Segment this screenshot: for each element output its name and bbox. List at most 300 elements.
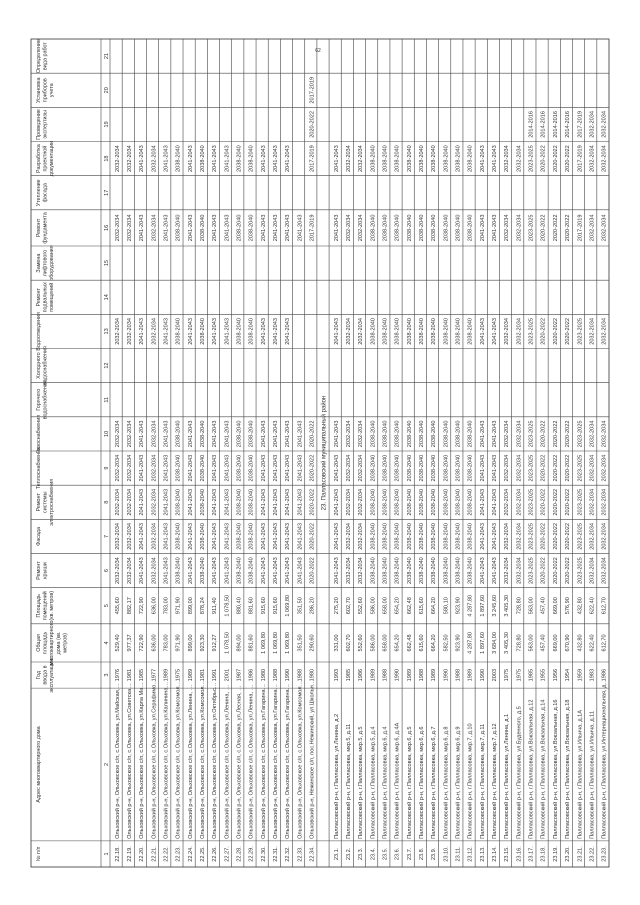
table-cell: 1986 bbox=[248, 668, 255, 682]
column-number: 17 bbox=[104, 189, 110, 196]
table-cell: 22.29. bbox=[248, 846, 255, 862]
table-cell: 22.26. bbox=[212, 846, 219, 862]
table-cell: 1 078,50 bbox=[224, 632, 231, 654]
table-cell: 2041-2043 bbox=[479, 214, 486, 242]
column-header-text: водоснабжения bbox=[42, 346, 49, 386]
table-cell: 894,00 bbox=[236, 634, 243, 652]
table-cell: 23.11. bbox=[455, 846, 462, 862]
table-cell: 2032-2034 bbox=[589, 145, 596, 172]
table-cell: 2017-2019 bbox=[577, 214, 584, 242]
table-cell: 2032-2034 bbox=[516, 488, 523, 516]
table-cell: 455,60 bbox=[114, 597, 121, 615]
table-cell: 2041-2043 bbox=[163, 145, 170, 172]
table-cell: 2020-2022 bbox=[309, 557, 316, 584]
table-cell: 2032-2034 bbox=[589, 420, 596, 448]
table-cell: 2038-2040 bbox=[199, 557, 206, 584]
table-cell: 2038-2040 bbox=[406, 557, 413, 584]
address-cell: Палласовский р-н, г.Палласовка, ул.Вокзальная, д.18 bbox=[565, 699, 572, 839]
table-cell: 2038-2040 bbox=[370, 557, 377, 584]
table-cell: 2032-2034 bbox=[346, 454, 353, 482]
address-cell: Палласовский р-н, г.Палласовка, ул.Ильича, д.11 bbox=[589, 711, 596, 839]
table-cell: 22.30. bbox=[260, 846, 267, 862]
table-cell: 2041-2043 bbox=[224, 145, 231, 172]
table-cell: 2038-2040 bbox=[370, 420, 377, 448]
table-cell: 2038-2040 bbox=[394, 523, 401, 550]
table-cell: 1 897,60 bbox=[479, 594, 486, 617]
table-cell: 1955 bbox=[540, 668, 547, 682]
table-cell: 2032-2034 bbox=[516, 420, 523, 448]
table-cell: 612,70 bbox=[601, 634, 608, 652]
table-cell: 2032-2034 bbox=[114, 557, 121, 584]
table-cell: 899,00 bbox=[187, 634, 194, 652]
table-cell: 2032-2034 bbox=[504, 420, 511, 448]
table-cell: 529,40 bbox=[114, 634, 121, 652]
table-cell: 22.32. bbox=[285, 846, 292, 862]
column-header-text: помещений bbox=[49, 282, 56, 312]
table-cell: 22.27. bbox=[224, 846, 231, 862]
table-cell: 1 897,60 bbox=[479, 632, 486, 654]
table-cell: 2041-2043 bbox=[479, 318, 486, 345]
table-cell: 2038-2040 bbox=[370, 488, 377, 516]
column-number: 14 bbox=[104, 294, 110, 301]
column-header-text: крыши bbox=[42, 562, 49, 579]
table-cell: 2041-2043 bbox=[492, 488, 499, 516]
table-cell: 2023-2025 bbox=[528, 523, 535, 550]
table-cell: 2041-2043 bbox=[139, 420, 146, 448]
table-cell: 1989 bbox=[187, 668, 194, 682]
address-cell: Палласовский р-н, г.Палласовка, мкр.6, д.8 bbox=[443, 726, 450, 839]
table-cell: 2041-2043 bbox=[297, 488, 304, 516]
table-cell: 2041-2043 bbox=[285, 318, 292, 345]
table-cell: 275,20 bbox=[333, 597, 340, 615]
table-cell: 2041-2043 bbox=[163, 454, 170, 482]
table-cell: 2020-2022 bbox=[540, 145, 547, 172]
table-cell: 2023-2025 bbox=[577, 488, 584, 516]
table-cell: 2041-2043 bbox=[187, 318, 194, 345]
table-cell: 2038-2040 bbox=[382, 145, 389, 172]
table-cell: 2032-2034 bbox=[346, 145, 353, 172]
address-cell: Палласовский р-н, г.Палласовка, мкр.6, д.4 bbox=[382, 726, 389, 839]
table-cell: 3 684,00 bbox=[492, 632, 499, 654]
table-cell: 23.19. bbox=[552, 846, 559, 862]
table-cell: 923,30 bbox=[199, 634, 206, 652]
table-cell: 2020-2022 bbox=[540, 523, 547, 550]
table-cell: 23.5. bbox=[382, 847, 389, 861]
table-cell: 2041-2043 bbox=[224, 488, 231, 516]
table-cell: 2038-2040 bbox=[394, 454, 401, 482]
column-header-text: электроснабжения bbox=[49, 478, 56, 526]
column-header-text: дома (кв. bbox=[55, 631, 62, 655]
table-cell: 915,60 bbox=[272, 597, 279, 615]
address-cell: Палласовский р-н, г.Палласовка, мкр.6, д.9 bbox=[455, 726, 462, 839]
column-header-text: Холодного bbox=[36, 352, 42, 379]
table-cell: 2023-2025 bbox=[528, 214, 535, 242]
table-cell: 670,90 bbox=[565, 634, 572, 652]
table-cell: 2041-2043 bbox=[163, 523, 170, 550]
column-header-text: фундамента bbox=[42, 212, 49, 244]
table-cell: 22.20. bbox=[139, 846, 146, 862]
table-cell: 580,10 bbox=[443, 597, 450, 615]
table-cell: 2038-2040 bbox=[248, 318, 255, 345]
table-cell: 2041-2043 bbox=[212, 488, 219, 516]
column-number: 12 bbox=[104, 362, 110, 369]
table-cell: 2032-2034 bbox=[151, 318, 158, 345]
table-cell: 1990 bbox=[285, 668, 292, 682]
column-header-text: фасада bbox=[42, 183, 49, 203]
address-cell: Палласовский р-н, г.Палласовка, ул.Вокзальная, д.16 bbox=[552, 699, 559, 839]
table-cell: 880,40 bbox=[236, 597, 243, 615]
table-cell: 622,40 bbox=[589, 634, 596, 652]
table-cell: 2038-2040 bbox=[443, 214, 450, 242]
table-cell: 2038-2040 bbox=[419, 557, 426, 584]
table-cell: 2038-2040 bbox=[406, 318, 413, 345]
table-cell: 2041-2043 bbox=[212, 454, 219, 482]
table-cell: 2041-2043 bbox=[187, 420, 194, 448]
table-cell: 664,20 bbox=[431, 597, 438, 615]
table-cell: 2032-2034 bbox=[151, 420, 158, 448]
table-cell: 23.21. bbox=[577, 846, 584, 862]
table-cell: 2041-2043 bbox=[212, 214, 219, 242]
table-cell: 22.22. bbox=[163, 846, 170, 862]
column-header bbox=[36, 109, 49, 140]
table-cell: 2032-2034 bbox=[504, 454, 511, 482]
table-cell: 2038-2040 bbox=[248, 420, 255, 448]
table-cell: 1989 bbox=[163, 668, 170, 682]
column-header-text: системы bbox=[42, 491, 49, 513]
table-cell: 2020-2022 bbox=[309, 111, 316, 138]
column-header-text: Теплоснабжения bbox=[36, 446, 42, 490]
table-cell: 1986 bbox=[601, 668, 608, 682]
table-cell: 2020-2022 bbox=[565, 557, 572, 584]
table-cell: 882,17 bbox=[126, 597, 133, 615]
table-cell: 2038-2040 bbox=[382, 420, 389, 448]
table-cell: 2020-2022 bbox=[309, 454, 316, 482]
table-cell: 432,80 bbox=[577, 597, 584, 615]
table-cell: 2038-2040 bbox=[419, 145, 426, 172]
table-cell: 2032-2034 bbox=[601, 420, 608, 448]
table-cell: 432,80 bbox=[577, 634, 584, 652]
table-cell: 1986 bbox=[358, 668, 365, 682]
column-number: 5 bbox=[104, 604, 110, 608]
table-cell: 2032-2034 bbox=[601, 111, 608, 138]
table-cell: 2041-2043 bbox=[260, 318, 267, 345]
table-cell: 1 069,80 bbox=[285, 632, 292, 654]
table-cell: 2038-2040 bbox=[455, 145, 462, 172]
table-cell: 1985 bbox=[528, 668, 535, 682]
table-cell: 2038-2040 bbox=[382, 488, 389, 516]
table-cell: 2041-2043 bbox=[224, 454, 231, 482]
table-cell: 2041-2043 bbox=[212, 145, 219, 172]
table-cell: 2041-2043 bbox=[163, 420, 170, 448]
column-header-text: документации bbox=[49, 140, 56, 177]
table-cell: 2041-2043 bbox=[212, 420, 219, 448]
table-cell: 1989 bbox=[370, 668, 377, 682]
table-cell: 2032-2034 bbox=[346, 318, 353, 345]
table-cell: 2032-2034 bbox=[601, 454, 608, 482]
table-cell: 2038-2040 bbox=[394, 318, 401, 345]
table-cell: 1975 bbox=[516, 668, 523, 682]
table-cell: 2020-2022 bbox=[565, 145, 572, 172]
table-cell: 22.28. bbox=[236, 846, 243, 862]
table-cell: 2038-2040 bbox=[199, 454, 206, 482]
table-cell: 2041-2043 bbox=[285, 557, 292, 584]
table-cell: 971,90 bbox=[175, 597, 182, 615]
address-cell: Палласовский р-н, г.Палласовка, мкр.5, д.5 bbox=[358, 726, 365, 839]
table-cell: 2020-2022 bbox=[565, 488, 572, 516]
table-cell: 2041-2043 bbox=[163, 488, 170, 516]
table-cell: 2038-2040 bbox=[419, 318, 426, 345]
table-cell: 3 405,30 bbox=[504, 594, 511, 617]
column-number: 2 bbox=[104, 762, 110, 767]
table-cell: 2032-2034 bbox=[151, 454, 158, 482]
table-cell: 654,20 bbox=[394, 634, 401, 652]
table-cell: 2020-2022 bbox=[565, 454, 572, 482]
table-cell: 1983 bbox=[589, 668, 596, 682]
column-header-text: Ремонт bbox=[36, 561, 42, 580]
table-cell: 602,70 bbox=[346, 597, 353, 615]
table-cell: 2038-2040 bbox=[236, 454, 243, 482]
table-cell: 23.16. bbox=[516, 846, 523, 862]
table-cell: 2041-2043 bbox=[479, 454, 486, 482]
table-cell: 457,40 bbox=[540, 634, 547, 652]
table-cell: 1988 bbox=[297, 668, 304, 682]
table-cell: 2032-2034 bbox=[504, 488, 511, 516]
table-cell: 2041-2043 bbox=[272, 523, 279, 550]
address-cell: Палласовский р-н, г.Палласовка, мкр.6, д.6 bbox=[419, 726, 426, 839]
address-cell: Палласовский р-н, г.Палласовка, мкр.6, д.5 bbox=[406, 726, 413, 839]
table-cell: 2032-2034 bbox=[151, 488, 158, 516]
table-cell: 1980 bbox=[309, 668, 316, 682]
table-cell: 2020-2022 bbox=[565, 523, 572, 550]
table-cell: 2032-2034 bbox=[504, 214, 511, 242]
column-header-text: Разработка bbox=[36, 144, 42, 173]
column-header-text: Ремонт bbox=[36, 492, 42, 512]
table-cell: 2017-2019 bbox=[309, 145, 316, 172]
column-header-text: метров) bbox=[62, 633, 69, 653]
table-cell: 23.6. bbox=[394, 847, 401, 861]
table-cell: 2032-2034 bbox=[589, 557, 596, 584]
table-cell: 2032-2034 bbox=[114, 318, 121, 345]
address-cell: Ольховский р-н, Ольховское с/п, с.Ольховка, ул.Советска… bbox=[126, 683, 133, 839]
table-cell: 2032-2034 bbox=[126, 454, 133, 482]
table-cell: 1988 bbox=[272, 668, 279, 682]
table-cell: 2038-2040 bbox=[455, 454, 462, 482]
table-cell: 2032-2034 bbox=[589, 318, 596, 345]
table-cell: 662,48 bbox=[406, 634, 413, 652]
table-cell: 2038-2040 bbox=[199, 488, 206, 516]
table-cell: 1988 bbox=[455, 668, 462, 682]
table-cell: 2038-2040 bbox=[248, 214, 255, 242]
table-cell: 3 245,60 bbox=[492, 594, 499, 617]
table-cell: 923,90 bbox=[455, 597, 462, 615]
column-number: 1 bbox=[104, 852, 110, 856]
address-cell: Ольховский р-н, Ольховское с/п, с.Ольховка, ул.Октябрьс… bbox=[212, 682, 219, 839]
table-cell: 2038-2040 bbox=[406, 488, 413, 516]
table-cell: 2038-2040 bbox=[394, 214, 401, 242]
table-cell: 2014-2016 bbox=[540, 111, 547, 138]
column-header bbox=[36, 141, 55, 176]
table-cell: 1985 bbox=[139, 668, 146, 682]
address-cell: Ольховский р-н, Ольховское с/п, с.Ольховка, ул.Гагарина… bbox=[272, 683, 279, 839]
column-header bbox=[36, 726, 42, 802]
table-cell: 351,50 bbox=[297, 597, 304, 615]
column-header-text: Площадь bbox=[36, 594, 42, 618]
table-cell: 1989 bbox=[431, 668, 438, 682]
table-cell: 2041-2043 bbox=[139, 523, 146, 550]
table-cell: 2041-2043 bbox=[163, 318, 170, 345]
table-cell: 2020-2022 bbox=[552, 420, 559, 448]
table-cell: 23.20. bbox=[565, 846, 572, 862]
table-cell: 1977 bbox=[151, 668, 158, 682]
table-cell: 915,60 bbox=[260, 597, 267, 615]
table-cell: 2038-2040 bbox=[236, 557, 243, 584]
address-cell: Ольховский р-н, Ольховское с/п, с.Ольховка, ул.Лесная, … bbox=[236, 685, 243, 839]
column-header-text: Проведение bbox=[36, 109, 42, 140]
table-cell: 2038-2040 bbox=[382, 318, 389, 345]
column-number: 9 bbox=[104, 466, 110, 470]
table-cell: 881,60 bbox=[248, 634, 255, 652]
column-header-text: (кв. метров) bbox=[49, 590, 56, 621]
address-cell: Палласовский р-н, г.Палласовка, мкр.6, д.7 bbox=[431, 726, 438, 839]
table-cell: 2041-2043 bbox=[272, 454, 279, 482]
table-cell: 2038-2040 bbox=[431, 145, 438, 172]
column-header-text: помещений bbox=[42, 591, 49, 621]
table-cell: 2032-2034 bbox=[151, 145, 158, 172]
table-cell: 2038-2040 bbox=[175, 488, 182, 516]
column-header-text: Адрес многоквартирного дома bbox=[36, 726, 42, 803]
table-cell: 2020-2022 bbox=[309, 523, 316, 550]
table-cell: 2041-2043 bbox=[224, 318, 231, 345]
address-cell: Палласовский р-н, г.Палласовка, ул.Ленина, д.1 bbox=[504, 713, 511, 839]
table-cell: 2038-2040 bbox=[443, 145, 450, 172]
table-cell: 23.12. bbox=[467, 846, 474, 862]
table-cell: 2038-2040 bbox=[455, 214, 462, 242]
section-title: 23. Палласовский муниципальный район bbox=[321, 395, 328, 511]
table-cell: 1976 bbox=[114, 668, 121, 682]
table-cell: 2032-2034 bbox=[589, 214, 596, 242]
table-cell: 2038-2040 bbox=[175, 420, 182, 448]
column-header-text: Водоотведения bbox=[36, 312, 42, 351]
table-cell: 2032-2034 bbox=[346, 488, 353, 516]
table-cell: 2032-2034 bbox=[151, 523, 158, 550]
column-header bbox=[36, 39, 49, 73]
table-cell: 2041-2043 bbox=[260, 488, 267, 516]
table-cell: 1980 bbox=[260, 668, 267, 682]
table-cell: 2020-2022 bbox=[552, 454, 559, 482]
table-cell: 783,00 bbox=[163, 634, 170, 652]
table-cell: 612,70 bbox=[601, 597, 608, 615]
table-cell: 2038-2040 bbox=[382, 523, 389, 550]
table-cell: 2032-2034 bbox=[126, 420, 133, 448]
table-cell: 2038-2040 bbox=[419, 488, 426, 516]
table-cell: 1990 bbox=[479, 668, 486, 682]
table-cell: 2038-2040 bbox=[248, 145, 255, 172]
address-cell: Ольховский р-н, Ольховское с/п, с.Ольховка, ул.Серафимо… bbox=[151, 679, 158, 839]
address-cell: Ольховский р-н, Ольховское с/п, с.Ольховка, ул.Ленина, … bbox=[248, 684, 255, 839]
table-cell: 2038-2040 bbox=[248, 557, 255, 584]
table-cell: 2038-2040 bbox=[394, 557, 401, 584]
table-cell: 2020-2022 bbox=[552, 318, 559, 345]
table-cell: 2020-2022 bbox=[540, 318, 547, 345]
table-cell: 563,00 bbox=[528, 597, 535, 615]
table-cell: 2041-2043 bbox=[492, 420, 499, 448]
table-cell: 2032-2034 bbox=[346, 523, 353, 550]
table-cell: 2041-2043 bbox=[297, 557, 304, 584]
table-cell: 2032-2034 bbox=[358, 454, 365, 482]
table-cell: 2038-2040 bbox=[175, 145, 182, 172]
table-cell: 2038-2040 bbox=[419, 523, 426, 550]
table-cell: 1975 bbox=[175, 668, 182, 682]
table-cell: 2041-2043 bbox=[139, 145, 146, 172]
address-cell: Ольховский р-н, Ольховское с/п, с.Ольховка, ул.Гагарина… bbox=[285, 683, 292, 839]
table-cell: 22.23. bbox=[175, 846, 182, 862]
column-number: 16 bbox=[104, 224, 110, 231]
table-cell: 2032-2034 bbox=[516, 454, 523, 482]
address-cell: Ольховский р-н, Ольховское с/п, с.Ольховка, ул.Комсомол… bbox=[199, 680, 206, 839]
column-header-text: Фасада bbox=[36, 526, 42, 546]
table-cell: 2017-2019 bbox=[309, 214, 316, 242]
table-cell: 899,00 bbox=[187, 597, 194, 615]
table-cell: 2041-2043 bbox=[492, 214, 499, 242]
table-cell: 2032-2034 bbox=[601, 557, 608, 584]
table-cell: 2032-2034 bbox=[151, 557, 158, 584]
table-cell: 2041-2043 bbox=[479, 420, 486, 448]
table-cell: 2038-2040 bbox=[248, 488, 255, 516]
column-header-text: Горячего bbox=[36, 388, 42, 411]
table-cell: 2041-2043 bbox=[272, 488, 279, 516]
table-cell: 2032-2034 bbox=[358, 557, 365, 584]
table-cell: 2038-2040 bbox=[443, 488, 450, 516]
table-cell: 2041-2043 bbox=[492, 454, 499, 482]
column-header-text: Ремонт bbox=[36, 218, 42, 238]
table-cell: 2023-2025 bbox=[528, 454, 535, 482]
column-header bbox=[36, 179, 49, 206]
table-cell: 1956 bbox=[552, 668, 559, 682]
table-cell: 2014-2016 bbox=[528, 111, 535, 138]
table-cell: 2038-2040 bbox=[431, 454, 438, 482]
table-cell: 2041-2043 bbox=[187, 454, 194, 482]
column-header bbox=[36, 561, 49, 580]
table-cell: 2041-2043 bbox=[187, 214, 194, 242]
table-cell: 1991 bbox=[212, 668, 219, 682]
table-cell: 2032-2034 bbox=[346, 214, 353, 242]
table-cell: 615,60 bbox=[419, 634, 426, 652]
column-header-text: площадь bbox=[42, 631, 49, 655]
table-cell: 4 287,80 bbox=[467, 632, 474, 654]
table-cell: 22.33. bbox=[297, 846, 304, 862]
column-header-text: Общая bbox=[36, 634, 42, 652]
table-cell: 2038-2040 bbox=[443, 523, 450, 550]
table-cell: 2032-2034 bbox=[114, 145, 121, 172]
table-cell: 2038-2040 bbox=[431, 214, 438, 242]
table-cell: 2038-2040 bbox=[248, 454, 255, 482]
address-cell: Палласовский р-н, г.Палласовка, ул.Буденного, д.5 bbox=[516, 706, 523, 839]
table-cell: 923,90 bbox=[455, 634, 462, 652]
table-cell: 2041-2043 bbox=[224, 523, 231, 550]
table-cell: 2041-2043 bbox=[479, 523, 486, 550]
table-cell: 1 069,80 bbox=[272, 632, 279, 654]
table-cell: 2038-2040 bbox=[175, 557, 182, 584]
address-cell: Палласовский р-н, г.Палласовка, ул.Ленина, д.2 bbox=[333, 713, 340, 839]
table-cell: 23.13. bbox=[479, 846, 486, 862]
column-number: 11 bbox=[104, 396, 110, 403]
table-cell: 2041-2043 bbox=[333, 318, 340, 345]
table-cell: 602,70 bbox=[346, 634, 353, 652]
table-cell: 2032-2034 bbox=[504, 145, 511, 172]
table-cell: 2041-2043 bbox=[260, 420, 267, 448]
table-cell: 2038-2040 bbox=[370, 318, 377, 345]
table-cell: 2032-2034 bbox=[601, 145, 608, 172]
